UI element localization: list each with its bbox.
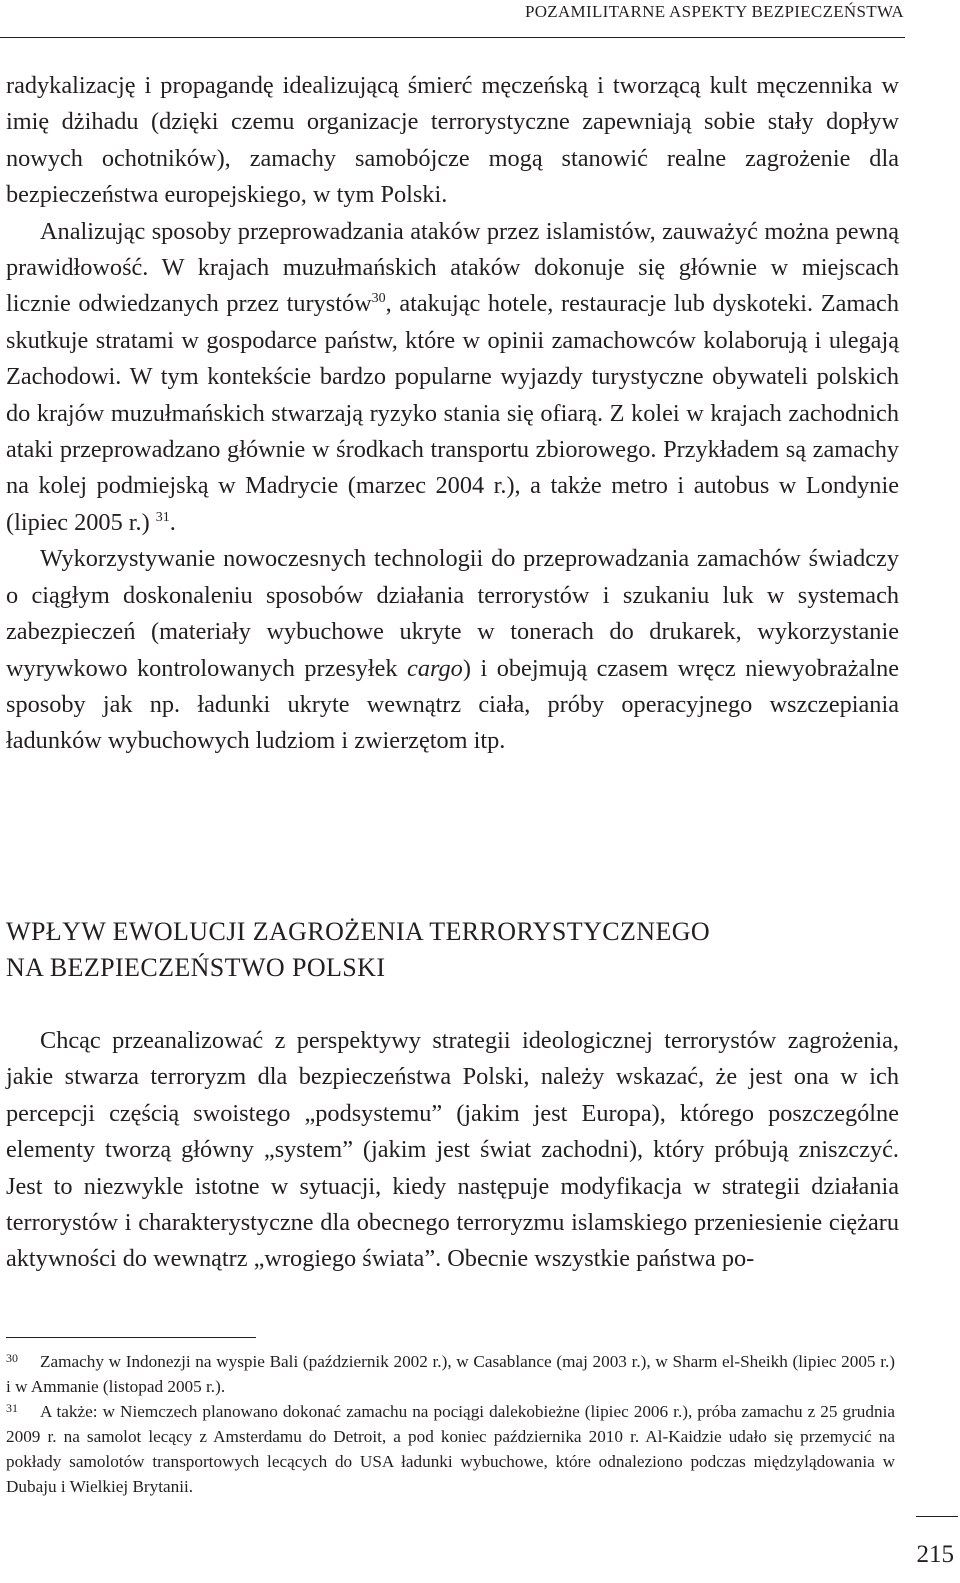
footnote-reference-30: 30 — [371, 291, 386, 307]
header-rule — [0, 37, 905, 38]
footnote-30: 30 Zamachy w Indonezji na wyspie Bali (październik 2002 r.), w Casablance (maj 2003 r.), w Sharm el-Sheikh (lipiec 2005 r.) i w Ammanie (listopad 2005 r.). — [6, 1351, 895, 1396]
section-heading — [6, 914, 899, 986]
body-paragraph-text: ) i obejmują czasem wręcz niewyobrażalne sposoby jak np. ładunki ukryte wewnątrz ciała, próby operacyjnego wszczepiania ładunków wybuchowych ludziom i zwierzętom itp. — [6, 654, 899, 755]
section-text-block — [6, 1023, 899, 1278]
body-paragraph-text: Wykorzystywanie nowoczesnych technologii do przeprowadzania zamachów świadczy o ciągłym doskonaleniu sposobów działania terrorystów i szukaniu luk w systemach zabezpieczeń (materiały wybuchowe ukryte w tonerach do drukarek, wykorzystanie wyrywkowo kontrolowanych przesyłek — [6, 545, 899, 682]
body-paragraph — [6, 541, 899, 759]
footnote-text: Zamachy w Indonezji na wyspie Bali (październik 2002 r.), w Casablance (maj 2003 r.), w Sharm el-Sheikh (lipiec 2005 r.) i w Ammanie (listopad 2005 r.). — [6, 1352, 895, 1396]
page-number-rule — [916, 1516, 958, 1517]
footnote-reference-31: 31 — [155, 509, 170, 525]
footnotes — [6, 1349, 895, 1499]
body-text-block — [6, 68, 899, 760]
footnote-rule — [6, 1337, 256, 1338]
body-paragraph-text: , atakując hotele, restauracje lub dyskoteki. Zamach skutkuje stratami w gospodarce państw, które w opinii zamachowców kolaborują i ulegają Zachodowi. W tym kontekście bardzo popularne wyjazdy turystyczne obywateli polskich do krajów muzułmańskich stwarzają ryzyko stania się ofiarą. Z kolei w krajach zachodnich ataki przeprowadzano głównie w środkach transportu zbiorowego. Przykładem są zamachy na kolej podmiejską w Madrycie (marzec 2004 r.), a także metro i autobus w Londynie (lipiec 2005 r.) — [6, 290, 899, 536]
running-head-title: POZAMILITARNE ASPEKTY BEZPIECZEŃSTWA — [524, 2, 904, 21]
footnote-text: A także: w Niemczech planowano dokonać zamachu na pociągi dalekobieżne (lipiec 2006 r.), próba zamachu z 25 grudnia 2009 r. na samolot lecący z Amsterdamu do Detroit, a pod koniec października 2010 r. Al-Kaidzie udało się przemycić na pokłady samolotów transportowych lecących do USA ładunki wybuchowe, które odnaleziono podczas międzylądowania w Dubaju i Wielkiej Brytanii. — [6, 1402, 895, 1496]
body-paragraph-text: Analizując sposoby przeprowadzania ataków przez islamistów, zauważyć można pewną prawidłowość. W krajach muzułmańskich ataków dokonuje się głównie w miejscach licznie odwiedzanych przez turystów — [6, 217, 899, 318]
body-paragraph-text: . — [169, 508, 176, 536]
body-paragraph-continued: radykalizację i propagandę idealizującą śmierć męczeńską i tworzącą kult męczennika w imię dżihadu (dzięki czemu organizacje terrorystyczne zapewniają sobie stały dopływ nowych ochotników), zamachy samobójcze mogą stanowić realne zagrożenie dla bezpieczeństwa europejskiego, w tym Polski. — [6, 72, 899, 209]
section-paragraph: Chcąc przeanalizować z perspektywy strategii ideologicznej terrorystów zagrożenia, jakie stwarza terroryzm dla bezpieczeństwa Polski, należy wskazać, że jest ona w ich percepcji częścią swoistego „podsystemu” (jakim jest Europa), którego poszczególne elementy tworzą główny „system” (jakim jest świat zachodni), który próbują zniszczyć. Jest to niezwykle istotne w sytuacji, kiedy następuje modyfikacja w strategii działania terrorystów i charakterystyczne dla obecnego terroryzmu islamskiego przeniesienie ciężaru aktywności do wewnątrz „wrogiego świata”. Obecnie wszystkie państwa po- — [6, 1027, 899, 1273]
section-heading-line: NA BEZPIECZEŃSTWO POLSKI — [6, 953, 386, 982]
footnote-31: 31 A także: w Niemczech planowano dokonać zamachu na pociągi dalekobieżne (lipiec 2006 r.), próba zamachu z 25 grudnia 2009 r. na samolot lecący z Amsterdamu do Detroit, a pod koniec października 2010 r. Al-Kaidzie udało się przemycić na pokłady samolotów transportowych lecących do USA ładunki wybuchowe, które odnaleziono podczas międzylądowania w Dubaju i Wielkiej Brytanii. — [6, 1401, 895, 1496]
page-number: 215 — [916, 1541, 954, 1568]
section-heading-line: WPŁYW EWOLUCJI ZAGROŻENIA TERRORYSTYCZNEGO — [6, 917, 711, 946]
italic-term: cargo — [407, 654, 463, 682]
body-paragraph — [6, 214, 899, 542]
